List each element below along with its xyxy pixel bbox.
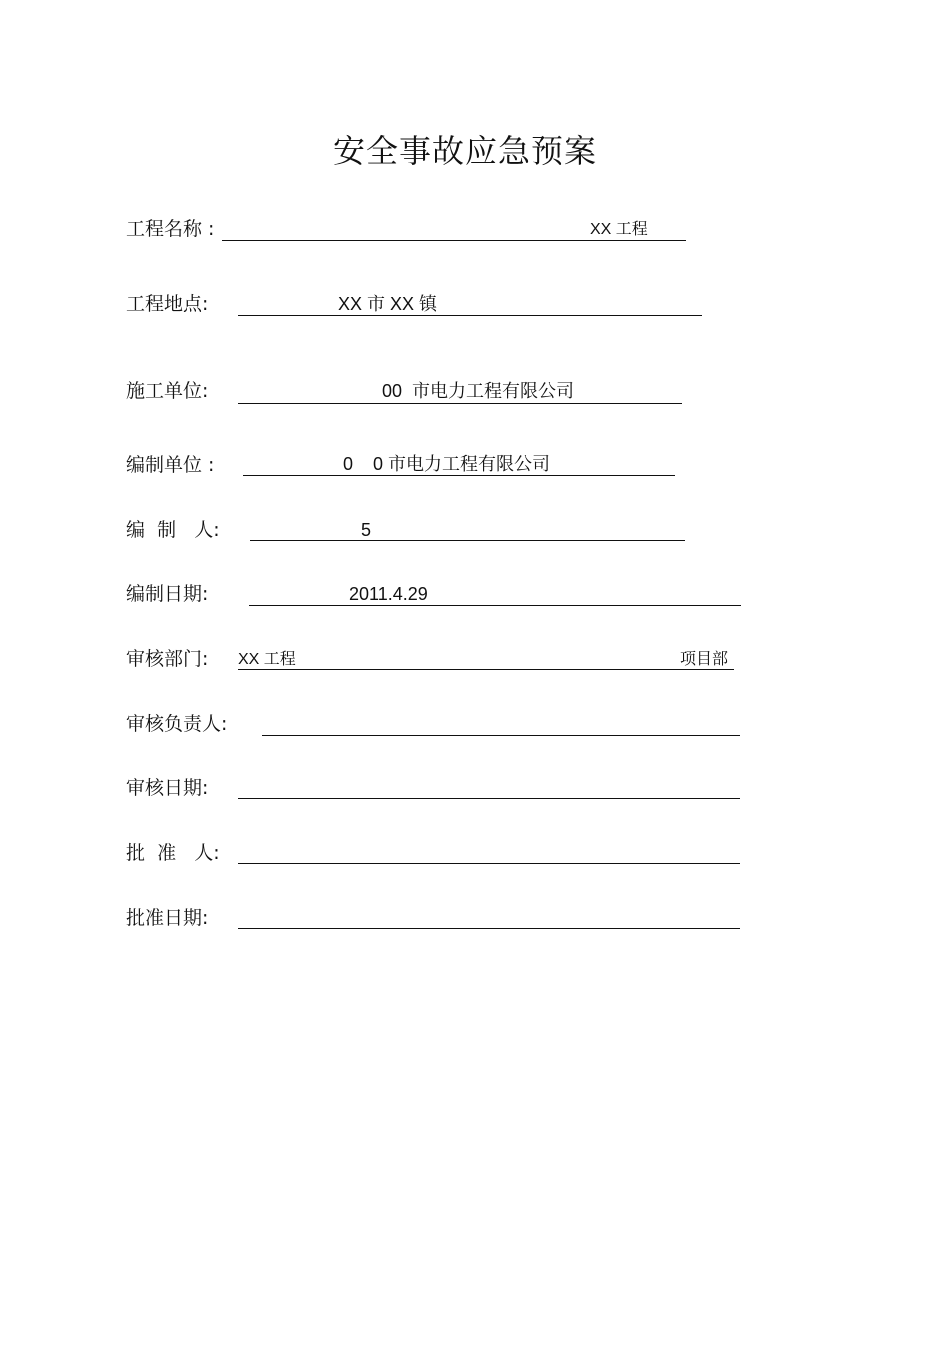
compiler-value: 5 (361, 520, 372, 540)
compiling-unit-value: 0 0 市电力工程有限公司 (343, 454, 551, 474)
review-dept-value-right: 项目部 (680, 651, 729, 668)
review-date-underline (238, 798, 740, 799)
compile-date-underline (249, 605, 741, 606)
compile-date-value: 2011.4.29 (349, 584, 428, 604)
compiler-underline (250, 540, 685, 541)
review-date-label: 审核日期: (126, 777, 209, 799)
construction-unit-label: 施工单位: (126, 380, 209, 402)
project-name-value: XX 工程 (590, 221, 648, 238)
project-location-label: 工程地点: (126, 293, 209, 315)
approver-label: 批 准 人: (126, 842, 220, 864)
project-location-value: XX 市 XX 镇 (338, 294, 438, 314)
review-dept-underline (238, 669, 734, 670)
review-dept-value-left: XX 工程 (238, 651, 296, 668)
project-name-label: 工程名称 : (126, 218, 215, 240)
document-title: 安全事故应急预案 (332, 132, 597, 170)
reviewer-underline (262, 735, 740, 736)
project-location-underline (238, 315, 702, 316)
approver-underline (238, 863, 740, 864)
approve-date-underline (238, 928, 740, 929)
compiling-unit-underline (243, 475, 675, 476)
construction-unit-value: 00 市电力工程有限公司 (382, 381, 575, 401)
compile-date-label: 编制日期: (126, 583, 209, 605)
approve-date-label: 批准日期: (126, 907, 209, 929)
review-dept-label: 审核部门: (126, 648, 209, 670)
construction-unit-underline (238, 403, 682, 404)
reviewer-label: 审核负责人: (126, 713, 228, 735)
compiler-label: 编 制 人: (126, 519, 220, 541)
compiling-unit-label: 编制单位 : (126, 454, 215, 476)
project-name-underline (222, 240, 686, 241)
